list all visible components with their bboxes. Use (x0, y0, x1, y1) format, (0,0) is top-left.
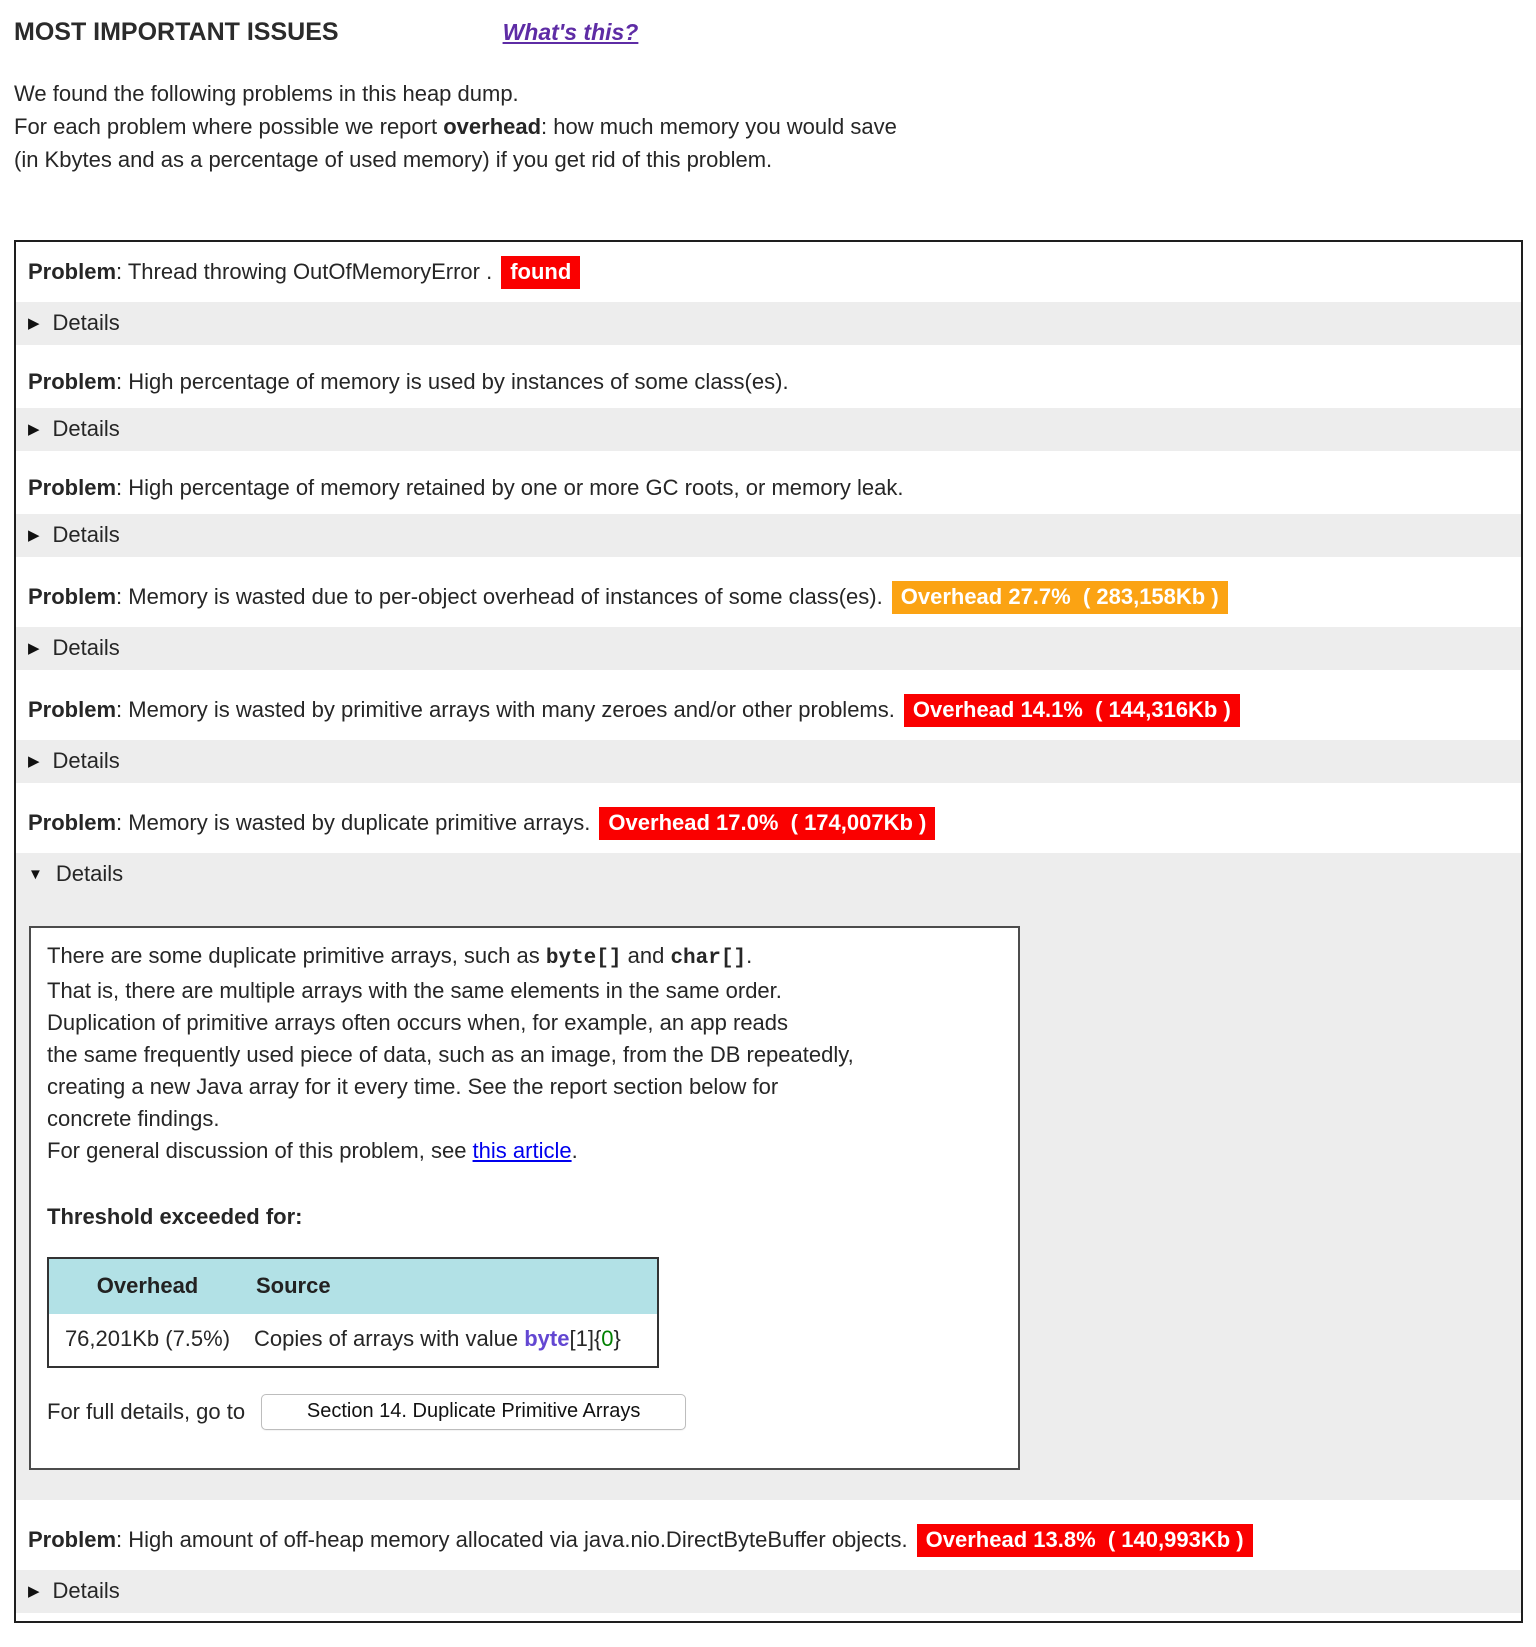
detail-line-4: the same frequently used piece of data, such as an image, from the DB repeatedly, (47, 1042, 854, 1067)
found-badge: found (501, 256, 580, 289)
triangle-right-icon: ▶ (28, 753, 40, 770)
problem-text: Memory is wasted due to per-object overhead of instances of some class(es). (128, 584, 883, 609)
problem-label: Problem (28, 369, 117, 394)
problem-row-4: Problem: Memory is wasted by primitive arrays with many zeroes and/or other problems. Overhead 14.1% ( 144,316Kb ) (16, 680, 1521, 740)
problem-label: Problem (28, 697, 117, 722)
problem-row-6: Problem: High amount of off-heap memory allocated via java.nio.DirectByteBuffer objects. Overhead 13.8% ( 140,993Kb ) (16, 1510, 1521, 1570)
table-row (48, 1314, 658, 1367)
detail-line-5: creating a new Java array for it every time. See the report section below for (47, 1074, 779, 1099)
details-toggle-5[interactable] (16, 853, 1521, 896)
problem-text: Thread throwing OutOfMemoryError . (127, 259, 493, 284)
issues-container (14, 240, 1523, 1623)
intro-line-2: For each problem where possible we report overhead: how much memory you would save (14, 114, 897, 139)
threshold-table (47, 1257, 659, 1368)
overhead-cell: 76,201Kb (7.5%) (48, 1314, 246, 1367)
triangle-down-icon: ▼ (28, 866, 43, 883)
overhead-badge: Overhead 14.1% ( 144,316Kb ) (904, 694, 1240, 727)
details-toggle-4[interactable] (16, 740, 1521, 783)
detail-box (29, 926, 1020, 1470)
detail-line-2: That is, there are multiple arrays with the same elements in the same order. (47, 978, 782, 1003)
problem-label: Problem (28, 475, 117, 500)
problem-label: Problem (28, 584, 117, 609)
article-link[interactable]: this article (472, 1138, 572, 1163)
problem-row-0: Problem: Thread throwing OutOfMemoryError . found (16, 242, 1521, 302)
byte-array-code: byte[] (545, 947, 622, 970)
details-expanded-5 (16, 853, 1521, 1500)
details-label: Details (52, 1578, 120, 1603)
triangle-right-icon: ▶ (28, 1583, 40, 1600)
byte-type-name: byte (524, 1326, 570, 1351)
full-details-text: For full details, go to (47, 1399, 246, 1424)
threshold-title: Threshold exceeded for: (47, 1204, 303, 1229)
problem-text: High percentage of memory is used by instances of some class(es). (128, 369, 789, 394)
details-label: Details (52, 416, 120, 441)
whats-this-link[interactable]: What's this? (502, 19, 639, 45)
detail-line-3: Duplication of primitive arrays often occurs when, for example, an app reads (47, 1010, 789, 1035)
problem-row-5: Problem: Memory is wasted by duplicate primitive arrays. Overhead 17.0% ( 174,007Kb ) (16, 793, 1521, 853)
problem-label: Problem (28, 1527, 117, 1552)
details-label: Details (52, 310, 120, 335)
section-14-button[interactable]: Section 14. Duplicate Primitive Arrays (261, 1394, 686, 1430)
intro-text (14, 77, 1523, 176)
zero-value: 0 (601, 1326, 614, 1351)
details-toggle-1[interactable] (16, 408, 1521, 451)
problem-label: Problem (28, 259, 117, 284)
detail-line-6: concrete findings. (47, 1106, 220, 1131)
intro-line-3: (in Kbytes and as a percentage of used memory) if you get rid of this problem. (14, 147, 773, 172)
details-label: Details (52, 635, 120, 660)
details-toggle-3[interactable] (16, 627, 1521, 670)
overhead-emphasis: overhead (443, 114, 542, 139)
intro-line-1: We found the following problems in this heap dump. (14, 81, 519, 106)
problem-row-3: Problem: Memory is wasted due to per-object overhead of instances of some class(es). Overhead 27.7% ( 283,158Kb ) (16, 567, 1521, 627)
details-toggle-2[interactable] (16, 514, 1521, 557)
details-label: Details (52, 748, 120, 773)
char-array-code: char[] (670, 947, 747, 970)
source-column-header: Source (246, 1258, 658, 1314)
table-header-row (48, 1258, 658, 1314)
problem-row-1: Problem: High percentage of memory is used by instances of some class(es). (16, 355, 1521, 408)
full-details-row (47, 1394, 1002, 1430)
triangle-right-icon: ▶ (28, 421, 40, 438)
details-toggle-6[interactable] (16, 1570, 1521, 1613)
page-title: MOST IMPORTANT ISSUES (14, 18, 339, 46)
details-toggle-0[interactable] (16, 302, 1521, 345)
triangle-right-icon: ▶ (28, 640, 40, 657)
details-label: Details (55, 861, 124, 886)
header (14, 18, 1523, 47)
details-label: Details (52, 522, 120, 547)
triangle-right-icon: ▶ (28, 315, 40, 332)
problem-text: High amount of off-heap memory allocated via java.nio.DirectByteBuffer objects. (128, 1527, 908, 1552)
overhead-badge: Overhead 13.8% ( 140,993Kb ) (917, 1524, 1253, 1557)
overhead-column-header: Overhead (48, 1258, 246, 1314)
detail-line-1: There are some duplicate primitive arrays, such as byte[] and char[]. (47, 943, 753, 970)
problem-label: Problem (28, 810, 117, 835)
overhead-badge: Overhead 27.7% ( 283,158Kb ) (892, 581, 1228, 614)
triangle-right-icon: ▶ (28, 527, 40, 544)
overhead-badge: Overhead 17.0% ( 174,007Kb ) (599, 807, 935, 840)
problem-text: High percentage of memory retained by one or more GC roots, or memory leak. (128, 475, 904, 500)
problem-text: Memory is wasted by duplicate primitive arrays. (128, 810, 591, 835)
source-cell: Copies of arrays with value byte[1]{0} (246, 1314, 658, 1367)
problem-row-2: Problem: High percentage of memory retained by one or more GC roots, or memory leak. (16, 461, 1521, 514)
problem-text: Memory is wasted by primitive arrays with many zeroes and/or other problems. (128, 697, 895, 722)
detail-line-7: For general discussion of this problem, see this article. (47, 1138, 578, 1163)
